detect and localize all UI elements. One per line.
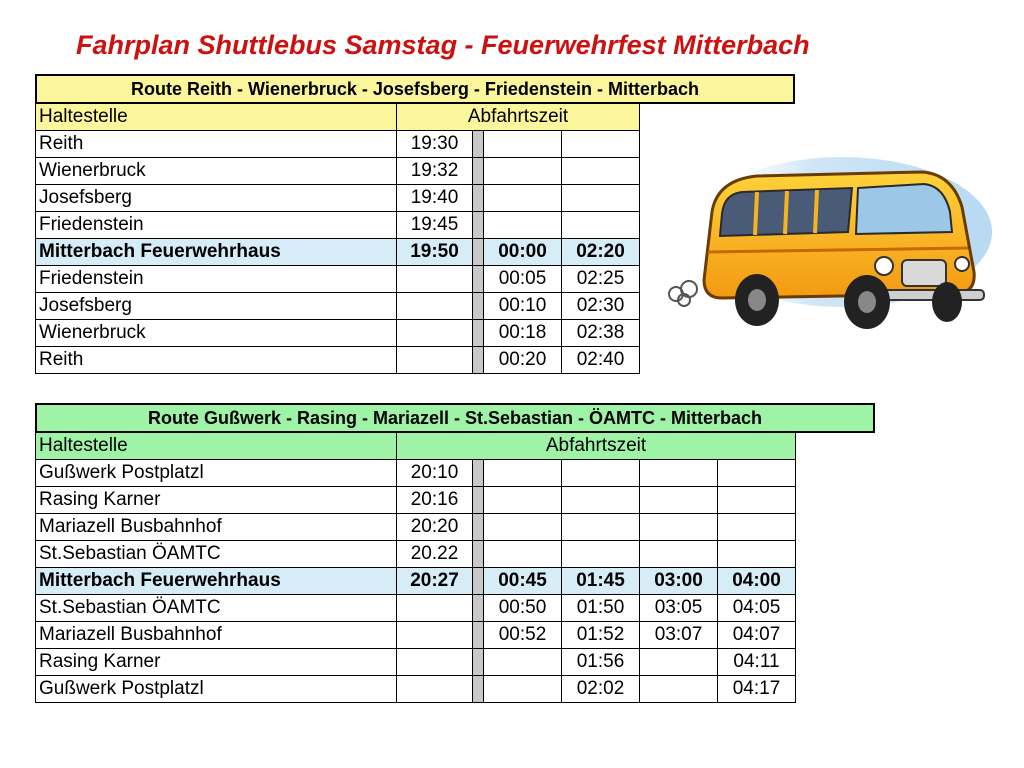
departure-time: 20:10 xyxy=(397,460,473,487)
return-time: 04:00 xyxy=(718,568,796,595)
return-time: 02:02 xyxy=(562,676,640,703)
table-row xyxy=(36,487,796,514)
return-time: 03:05 xyxy=(640,595,718,622)
column-header-row xyxy=(36,104,640,131)
return-time: 02:40 xyxy=(562,347,640,374)
stop-name: Mitterbach Feuerwehrhaus xyxy=(36,568,397,595)
column-header-time: Abfahrtszeit xyxy=(397,104,640,131)
separator-cell xyxy=(473,514,484,541)
route1-heading: Route Reith - Wienerbruck - Josefsberg - Friedenstein - Mitterbach xyxy=(35,74,795,104)
table-row xyxy=(36,541,796,568)
stop-name: Gußwerk Postplatzl xyxy=(36,460,397,487)
stop-name: Reith xyxy=(36,131,397,158)
separator-cell xyxy=(473,131,484,158)
return-time: 02:20 xyxy=(562,239,640,266)
separator-cell xyxy=(473,460,484,487)
return-time xyxy=(562,131,640,158)
stop-name: St.Sebastian ÖAMTC xyxy=(36,595,397,622)
table-row xyxy=(36,212,640,239)
separator-cell xyxy=(473,568,484,595)
departure-time: 19:50 xyxy=(397,239,473,266)
separator-cell xyxy=(473,649,484,676)
stop-name: Rasing Karner xyxy=(36,487,397,514)
route1-timetable xyxy=(35,103,640,374)
separator-cell xyxy=(473,595,484,622)
return-time: 00:18 xyxy=(484,320,562,347)
return-time xyxy=(640,487,718,514)
table-row xyxy=(36,158,640,185)
stop-name: Mitterbach Feuerwehrhaus xyxy=(36,239,397,266)
return-time: 01:45 xyxy=(562,568,640,595)
departure-time xyxy=(397,676,473,703)
return-time xyxy=(484,541,562,568)
return-time: 00:20 xyxy=(484,347,562,374)
return-time: 01:52 xyxy=(562,622,640,649)
return-time xyxy=(562,460,640,487)
route2-heading: Route Gußwerk - Rasing - Mariazell - St.Sebastian - ÖAMTC - Mitterbach xyxy=(35,403,875,433)
separator-cell xyxy=(473,487,484,514)
return-time: 03:00 xyxy=(640,568,718,595)
return-time: 04:05 xyxy=(718,595,796,622)
stop-name: Josefsberg xyxy=(36,293,397,320)
departure-time xyxy=(397,622,473,649)
return-time: 00:52 xyxy=(484,622,562,649)
return-time xyxy=(640,514,718,541)
departure-time xyxy=(397,320,473,347)
departure-time: 19:45 xyxy=(397,212,473,239)
stop-name: St.Sebastian ÖAMTC xyxy=(36,541,397,568)
return-time xyxy=(718,460,796,487)
page-title: Fahrplan Shuttlebus Samstag - Feuerwehrfest Mitterbach xyxy=(76,30,810,60)
stop-name: Wienerbruck xyxy=(36,158,397,185)
return-time xyxy=(718,514,796,541)
return-time: 02:25 xyxy=(562,266,640,293)
return-time xyxy=(484,460,562,487)
table-row xyxy=(36,347,640,374)
return-time xyxy=(562,487,640,514)
separator-cell xyxy=(473,212,484,239)
stop-name: Josefsberg xyxy=(36,185,397,212)
separator-cell xyxy=(473,622,484,649)
departure-time: 19:40 xyxy=(397,185,473,212)
departure-time xyxy=(397,595,473,622)
table-row xyxy=(36,568,796,595)
separator-cell xyxy=(473,239,484,266)
return-time xyxy=(484,131,562,158)
return-time xyxy=(484,514,562,541)
table-row xyxy=(36,649,796,676)
departure-time: 19:30 xyxy=(397,131,473,158)
return-time xyxy=(484,649,562,676)
table-row xyxy=(36,266,640,293)
return-time xyxy=(718,487,796,514)
return-time: 04:17 xyxy=(718,676,796,703)
return-time xyxy=(562,541,640,568)
stop-name: Reith xyxy=(36,347,397,374)
stop-name: Mariazell Busbahnhof xyxy=(36,622,397,649)
separator-cell xyxy=(473,185,484,212)
departure-time xyxy=(397,293,473,320)
return-time xyxy=(562,185,640,212)
departure-time: 20:20 xyxy=(397,514,473,541)
return-time xyxy=(484,185,562,212)
departure-time: 20:27 xyxy=(397,568,473,595)
departure-time xyxy=(397,649,473,676)
return-time: 02:30 xyxy=(562,293,640,320)
column-header-time: Abfahrtszeit xyxy=(397,433,796,460)
return-time xyxy=(484,487,562,514)
return-time: 03:07 xyxy=(640,622,718,649)
table-row xyxy=(36,676,796,703)
return-time xyxy=(562,514,640,541)
return-time xyxy=(484,676,562,703)
return-time: 00:50 xyxy=(484,595,562,622)
return-time xyxy=(640,676,718,703)
separator-cell xyxy=(473,158,484,185)
table-row xyxy=(36,185,640,212)
column-header-row xyxy=(36,433,796,460)
shuttle-bus-illustration xyxy=(662,152,992,342)
separator-cell xyxy=(473,293,484,320)
departure-time: 20.22 xyxy=(397,541,473,568)
departure-time xyxy=(397,266,473,293)
table-row xyxy=(36,239,640,266)
return-time xyxy=(562,158,640,185)
stop-name: Friedenstein xyxy=(36,266,397,293)
return-time xyxy=(640,541,718,568)
return-time: 00:45 xyxy=(484,568,562,595)
stop-name: Mariazell Busbahnhof xyxy=(36,514,397,541)
stop-name: Friedenstein xyxy=(36,212,397,239)
separator-cell xyxy=(473,541,484,568)
table-row xyxy=(36,622,796,649)
departure-time: 20:16 xyxy=(397,487,473,514)
stop-name: Gußwerk Postplatzl xyxy=(36,676,397,703)
return-time: 00:00 xyxy=(484,239,562,266)
table-row xyxy=(36,460,796,487)
column-header-stop: Haltestelle xyxy=(36,433,397,460)
return-time: 00:05 xyxy=(484,266,562,293)
departure-time xyxy=(397,347,473,374)
separator-cell xyxy=(473,320,484,347)
separator-cell xyxy=(473,266,484,293)
column-header-stop: Haltestelle xyxy=(36,104,397,131)
route2-timetable xyxy=(35,432,796,703)
return-time xyxy=(484,212,562,239)
return-time xyxy=(718,541,796,568)
stop-name: Rasing Karner xyxy=(36,649,397,676)
stop-name: Wienerbruck xyxy=(36,320,397,347)
return-time: 02:38 xyxy=(562,320,640,347)
departure-time: 19:32 xyxy=(397,158,473,185)
return-time: 04:11 xyxy=(718,649,796,676)
return-time xyxy=(484,158,562,185)
return-time xyxy=(640,460,718,487)
return-time: 04:07 xyxy=(718,622,796,649)
separator-cell xyxy=(473,676,484,703)
table-row xyxy=(36,514,796,541)
separator-cell xyxy=(473,347,484,374)
return-time: 01:50 xyxy=(562,595,640,622)
table-row xyxy=(36,320,640,347)
return-time xyxy=(562,212,640,239)
return-time xyxy=(640,649,718,676)
table-row xyxy=(36,293,640,320)
table-row xyxy=(36,595,796,622)
table-row xyxy=(36,131,640,158)
return-time: 00:10 xyxy=(484,293,562,320)
return-time: 01:56 xyxy=(562,649,640,676)
